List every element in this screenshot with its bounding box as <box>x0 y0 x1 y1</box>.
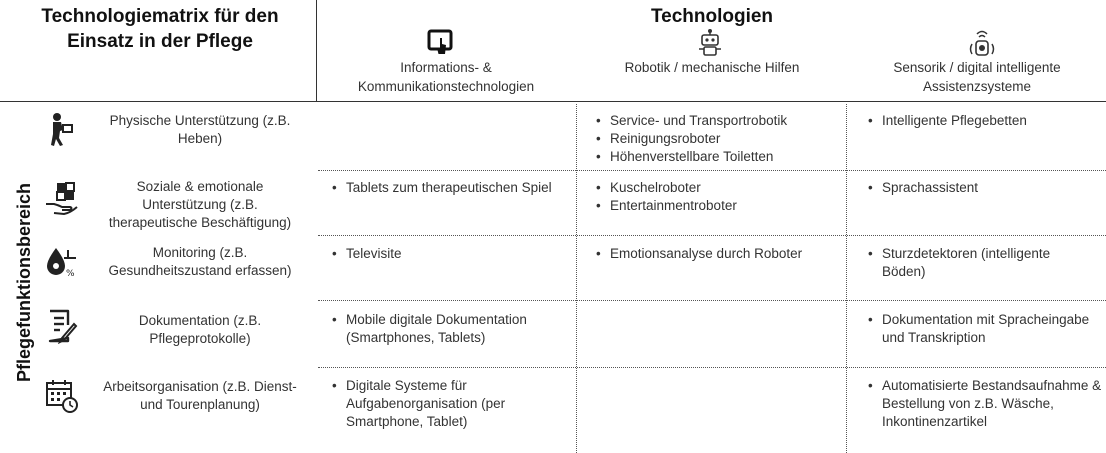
list-item: • Service- und Transportrobotik <box>610 112 844 130</box>
row-label-arbeitsorganisation <box>86 378 314 414</box>
row-divider <box>318 300 1106 301</box>
list-item: • Reinigungsroboter <box>610 130 844 148</box>
list-item: • Dokumentation mit Spracheingabe und Transkription <box>882 311 1102 347</box>
cell-soziale-sensorik <box>866 179 1102 197</box>
column-head-ikt-line1: Informations- & <box>400 60 492 75</box>
cell-soziale-robotik <box>594 179 844 215</box>
cell-dokumentation-sensorik <box>866 311 1102 347</box>
column-head-sensorik-line2: Assistenzsysteme <box>922 79 1032 94</box>
row-divider <box>318 367 1106 368</box>
column-divider <box>576 104 577 453</box>
column-head-robotik <box>578 58 846 77</box>
list-item: • Tablets zum therapeutischen Spiel <box>346 179 576 197</box>
sensor-wave-icon <box>965 28 999 58</box>
list-item: • Mobile digitale Dokumentation (Smartphones, Tablets) <box>346 311 566 347</box>
hand-puzzle-icon <box>44 180 80 216</box>
row-label-dokumentation-line2: Pflegeprotokolle) <box>149 331 251 346</box>
column-head-sensorik <box>848 58 1106 96</box>
row-divider <box>318 235 1106 236</box>
row-divider <box>318 170 1106 171</box>
row-label-monitoring-line2: Gesundheitszustand erfassen) <box>108 263 292 278</box>
side-label-pflegefunktionsbereich: Pflegefunktionsbereich <box>14 182 34 382</box>
matrix-title <box>10 4 310 54</box>
person-lifting-box-icon <box>44 112 80 148</box>
column-head-sensorik-line1: Sensorik / digital intelligente <box>893 60 1061 75</box>
row-label-physische-line2: Heben) <box>177 131 223 146</box>
list-item: • Kuschelroboter <box>610 179 844 197</box>
svg-text:%: % <box>66 269 75 279</box>
column-head-ikt-line2: Kommunikationstechnologien <box>357 79 535 94</box>
technologies-title: Technologien <box>650 6 774 27</box>
list-item: • Entertainmentroboter <box>610 197 844 215</box>
row-label-arbeitsorganisation-line1: Arbeitsorganisation (z.B. Dienst- <box>103 379 297 394</box>
document-pen-icon <box>44 308 80 344</box>
header-divider-horizontal <box>0 101 1106 102</box>
cell-monitoring-robotik <box>594 245 844 263</box>
calendar-clock-icon <box>44 378 80 414</box>
row-label-arbeitsorganisation-line2: und Tourenplanung) <box>140 397 260 412</box>
cell-physische-sensorik <box>866 112 1102 130</box>
robot-icon <box>696 28 724 58</box>
list-item: • Sprachassistent <box>882 179 1102 197</box>
row-label-monitoring-line1: Monitoring (z.B. <box>152 245 248 260</box>
cell-monitoring-ikt <box>330 245 576 263</box>
cell-arbeitsorganisation-sensorik <box>866 377 1102 431</box>
column-divider <box>846 104 847 453</box>
cell-monitoring-sensorik <box>866 245 1092 281</box>
cell-physische-robotik <box>594 112 844 166</box>
row-label-soziale-line2: Unterstützung (z.B. <box>142 197 258 212</box>
row-label-soziale <box>86 178 314 232</box>
row-label-soziale-line1: Soziale & emotionale <box>136 179 264 194</box>
cell-dokumentation-ikt <box>330 311 566 347</box>
list-item: • Sturzdetektoren (intelligente Böden) <box>882 245 1092 281</box>
row-label-soziale-line3: therapeutische Beschäftigung) <box>108 215 292 230</box>
list-item: • Automatisierte Bestandsaufnahme & Bestellung von z.B. Wäsche, Inkontinenzartikel <box>882 377 1102 431</box>
list-item: • Höhenverstellbare Toiletten <box>610 148 844 166</box>
list-item: • Televisite <box>346 245 576 263</box>
list-item: • Emotionsanalyse durch Roboter <box>610 245 844 263</box>
matrix-title-line1: Technologiematrix für den <box>41 6 279 27</box>
matrix-title-line2: Einsatz in der Pflege <box>67 31 253 52</box>
tablet-touch-icon <box>425 28 455 58</box>
row-label-physische <box>86 112 314 148</box>
row-label-dokumentation <box>86 312 314 348</box>
cell-soziale-ikt <box>330 179 576 197</box>
column-head-ikt <box>318 58 574 96</box>
column-head-robotik-line1: Robotik / mechanische Hilfen <box>624 60 800 75</box>
list-item: • Intelligente Pflegebetten <box>882 112 1102 130</box>
header-divider-vertical <box>316 0 317 102</box>
row-label-dokumentation-line1: Dokumentation (z.B. <box>138 313 262 328</box>
cell-arbeitsorganisation-ikt <box>330 377 550 431</box>
list-item: • Digitale Systeme für Aufgabenorganisation (per Smartphone, Tablet) <box>346 377 550 431</box>
row-label-physische-line1: Physische Unterstützung (z.B. <box>109 113 291 128</box>
row-label-monitoring <box>86 244 314 280</box>
blood-drop-monitor-icon <box>44 244 80 280</box>
